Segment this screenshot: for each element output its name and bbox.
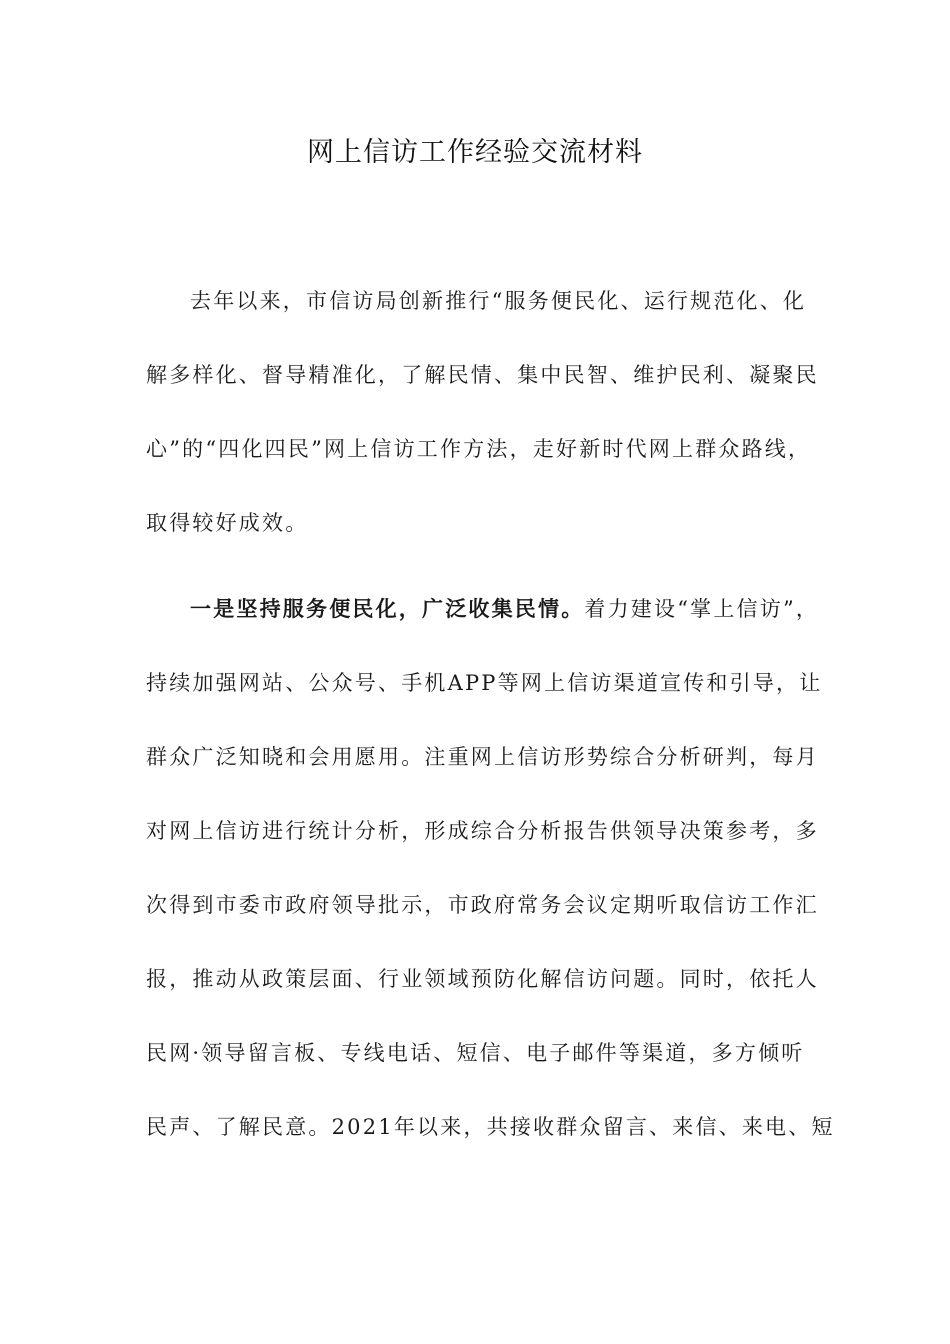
paragraph-1-line-2: 解多样化、督导精准化，了解民情、集中民智、维护民利、凝聚民 bbox=[146, 363, 819, 387]
paragraph-1-line-3: 心”的“四化四民”网上信访工作方法，走好新时代网上群众路线， bbox=[146, 437, 812, 461]
paragraph-2-lead-rest: 着力建设“掌上信访”， bbox=[584, 597, 820, 621]
paragraph-2-line-7: 民网·领导留言板、专线电话、短信、电子邮件等渠道，多方倾听 bbox=[146, 1041, 805, 1065]
paragraph-2-line-5: 次得到市委市政府领导批示，市政府常务会议定期听取信访工作汇 bbox=[146, 893, 819, 917]
document-title: 网上信访工作经验交流材料 bbox=[307, 137, 643, 168]
paragraph-2-line-6: 报，推动从政策层面、行业领域预防化解信访问题。同时，依托人 bbox=[146, 967, 819, 991]
paragraph-2-line-1 bbox=[190, 589, 819, 629]
paragraph-2-line-4: 对网上信访进行统计分析，形成综合分析报告供领导决策参考，多 bbox=[146, 819, 819, 843]
paragraph-2-line-2: 持续加强网站、公众号、手机APP等网上信访渠道宣传和引导，让 bbox=[146, 671, 823, 695]
paragraph-1-line-1: 去年以来，市信访局创新推行“服务便民化、运行规范化、化 bbox=[190, 289, 807, 313]
paragraph-2-line-3: 群众广泛知晓和会用愿用。注重网上信访形势综合分析研判，每月 bbox=[146, 745, 819, 769]
paragraph-1-line-4: 取得较好成效。 bbox=[146, 511, 309, 535]
paragraph-2-lead-bold: 一是坚持服务便民化，广泛收集民情。 bbox=[190, 597, 585, 621]
paragraph-2-line-8: 民声、了解民意。2021年以来，共接收群众留言、来信、来电、短 bbox=[146, 1115, 835, 1139]
